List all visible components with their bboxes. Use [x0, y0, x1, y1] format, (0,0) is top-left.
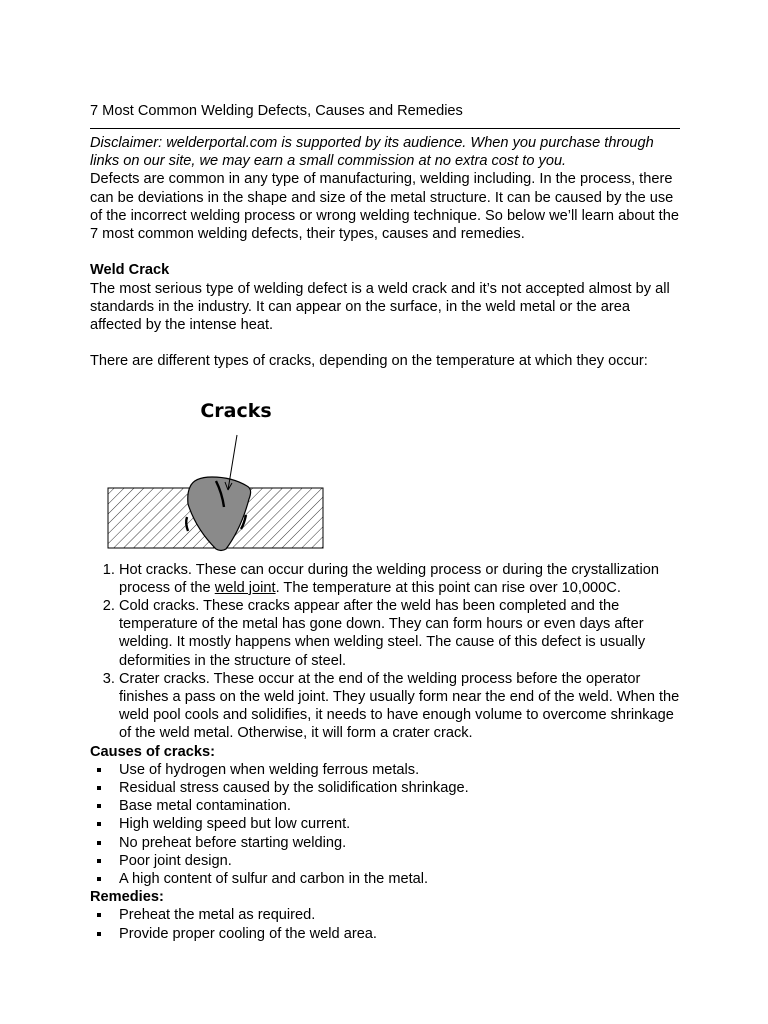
document-title: 7 Most Common Welding Defects, Causes and Remedies — [90, 102, 680, 129]
disclaimer: Disclaimer: welderportal.com is supported by its audience. When you purchase through links on our site, we may earn a small commission at no extra cost to you. — [90, 135, 654, 170]
list-item: Base metal contamination. — [119, 797, 680, 815]
causes-heading: Causes of cracks: — [90, 743, 215, 760]
crack-diagram-svg — [104, 389, 344, 557]
weld-crack-paragraph-1: The most serious type of welding defect is a weld crack and it’s not accepted almost by all standards in the industry. It can appear on the surface, in the weld metal or the area affected by the intense heat. — [90, 280, 670, 334]
list-item: Use of hydrogen when welding ferrous metals. — [119, 761, 680, 779]
section-heading-weld-crack: Weld Crack — [90, 262, 170, 279]
list-item: 2. Cold cracks. These cracks appear after the weld has been completed and the temperature of the metal has gone down. They can form hours or even days after welding. It mostly happens when welding steel. The cause of this defect is usually deformities in the structure of steel. — [119, 597, 680, 670]
causes-list — [90, 761, 680, 888]
list-item: Provide proper cooling of the weld area. — [119, 925, 680, 943]
list-item: Poor joint design. — [119, 852, 680, 870]
list-item: 3. Crater cracks. These occur at the end of the welding process before the operator finishes a pass on the weld joint. They usually form near the end of the weld. When the weld pool cools and solidifies, it needs to have enough volume to overcome shrinkage of the weld metal. Otherwise, it will form a crater crack. — [119, 670, 680, 743]
list-item: A high content of sulfur and carbon in the metal. — [119, 870, 680, 888]
crack-label: Cracks — [200, 399, 272, 422]
document-page — [90, 102, 680, 943]
weld-crack-paragraph-2: There are different types of cracks, depending on the temperature at which they occur: — [90, 353, 648, 370]
list-item: 1. Hot cracks. These can occur during the welding process or during the crystallization process of the weld joint. The temperature at this point can rise over 10,000C. — [119, 561, 680, 597]
crack-types-list — [90, 561, 680, 743]
list-item: No preheat before starting welding. — [119, 834, 680, 852]
remedies-heading: Remedies: — [90, 889, 164, 906]
crack-diagram — [90, 389, 680, 557]
weld-joint-link[interactable]: weld joint — [214, 579, 276, 596]
intro-paragraph: Defects are common in any type of manufacturing, welding including. In the process, there can be deviations in the shape and size of the metal structure. It can be caused by the use of the incorrect welding process or wrong welding technique. So below we’ll learn about the 7 most common welding defects, their types, causes and remedies. — [90, 171, 679, 243]
remedies-list — [90, 906, 680, 942]
list-item: High welding speed but low current. — [119, 815, 680, 833]
list-item: Residual stress caused by the solidification shrinkage. — [119, 779, 680, 797]
list-item: Preheat the metal as required. — [119, 906, 680, 924]
